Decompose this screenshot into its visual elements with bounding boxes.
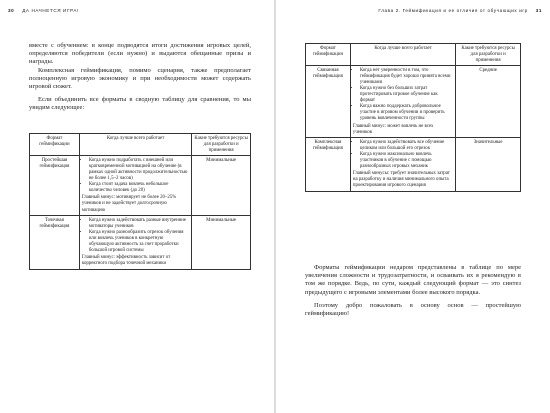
header-resources: Какие требуются ресурсы для разработки и применения — [192, 134, 251, 156]
list-item: • Когда нужно задействовать все обучение целиком или большой его отрезок — [360, 140, 453, 152]
row-format: Простейшая геймификация — [30, 156, 80, 216]
left-body-text — [29, 42, 251, 113]
main-minus: Главный минус: может вовлечь не всех учеников — [352, 123, 434, 135]
bullet-list — [82, 218, 189, 254]
table-row — [306, 138, 521, 192]
row-format: Комплексная геймификация — [306, 138, 351, 192]
paragraph: вместе с обучением: в конце подводятся итоги достижения игровых целей, определяются победители (если нужно) и выдаются обещанные призы и награды. — [29, 42, 251, 66]
row-when — [79, 216, 191, 270]
bullet-list — [353, 140, 453, 170]
paragraph: Если объединить все форматы в сводную таблицу для сравнения, то мы увидим следующее: — [29, 96, 251, 112]
row-resources: Минимальные — [192, 216, 251, 270]
bullet-list — [82, 158, 189, 194]
row-when — [350, 138, 455, 192]
right-body-text — [305, 264, 521, 318]
list-item: • Когда нужно задействовать разные внутренние мотиваторы учеников — [89, 218, 189, 230]
comparison-table-left — [29, 133, 251, 270]
row-format: Точечная геймификация — [30, 216, 80, 270]
running-head-right — [378, 8, 542, 13]
left-page — [0, 0, 274, 413]
right-page — [276, 0, 550, 413]
comparison-table-right — [305, 43, 521, 192]
row-when — [79, 156, 191, 216]
header-format: Формат геймификации — [306, 44, 351, 66]
header-when: Когда лучше всего работает — [79, 134, 191, 156]
header-resources: Какие требуются ресурсы для разработки и применения — [456, 44, 521, 66]
paragraph: Комплексная геймификация, помимо сценария, также предполагает полноценную игровую экономику и при необходимости может содержать игровой сюжет. — [29, 66, 251, 91]
row-resources: Минимальные — [192, 156, 251, 216]
list-item: • Когда нужно без больших затрат протестировать игровое обучение как формат — [360, 86, 453, 104]
table-row — [30, 216, 251, 270]
table-header-row — [30, 134, 251, 156]
table-header-row — [306, 44, 521, 66]
row-resources: Средние — [456, 66, 521, 138]
list-item: • Когда стоит задача вовлечь небольшое количество человек (до 20) — [89, 182, 189, 194]
paragraph: Форматы геймификации недаром представлены в таблице по мере увеличения сложности и трудозатратности, и осваивать их я рекомендую в том же порядке. Ведь, по сути, каждый следующий формат — это синтез предыдущего с игровыми элементами более высокого порядка. — [305, 264, 521, 296]
header-format: Формат геймификации — [30, 134, 80, 156]
bullet-list — [353, 68, 453, 122]
list-item: • Когда нужно подработать с внешней или кратковременной мотивацией на обучение (в рамках одной активности продолжительностью не более 1,5–2 часов) — [89, 158, 189, 182]
main-minus: Главный минус: эффективность зависит от корректного подбора точечной механики — [81, 255, 171, 267]
header-when: Когда лучше всего работает — [350, 44, 455, 66]
row-resources: Значительные — [456, 138, 521, 192]
list-item: • Когда нужно максимально вовлечь участников в обучение с помощью разнообразных игровых механик — [360, 152, 453, 170]
running-head-title-left: ДА НАЧНЕТСЯ ИГРА! — [22, 8, 79, 13]
list-item: • Когда важно поддержать добровольное участие в игровом обучении и проверить уровень вовлеченности группы — [360, 104, 453, 122]
list-item: • Когда нет уверенности в том, что геймификация будет хорошо принята всеми учениками — [360, 68, 453, 86]
row-when — [350, 66, 455, 138]
main-minus: Главный минусы: требует значительных затрат на разработку и наличия минимального опыта проектирования игрового сценария — [352, 171, 450, 189]
page-number-left: 30 — [8, 8, 15, 13]
row-format: Связанная геймификация — [306, 66, 351, 138]
table-row — [30, 156, 251, 216]
paragraph: Поэтому добро пожаловать в основу основ — простейшую геймификацию! — [305, 301, 521, 318]
page-number-right: 31 — [535, 8, 542, 13]
list-item: • Когда нужно разнообразить отрезок обучения или вовлечь учеников в конкретную обучающую активность за счет проработки большой игровой системы — [89, 230, 189, 254]
main-minus: Главный минус: мотивирует не более 20–25% учеников и не задействует долгосрочную мотивацию — [81, 195, 177, 213]
running-head-title-right: Глава 2. Геймификация и ее отличия от обучающих игр — [378, 8, 528, 13]
table-row — [306, 66, 521, 138]
running-head-left — [8, 8, 79, 13]
